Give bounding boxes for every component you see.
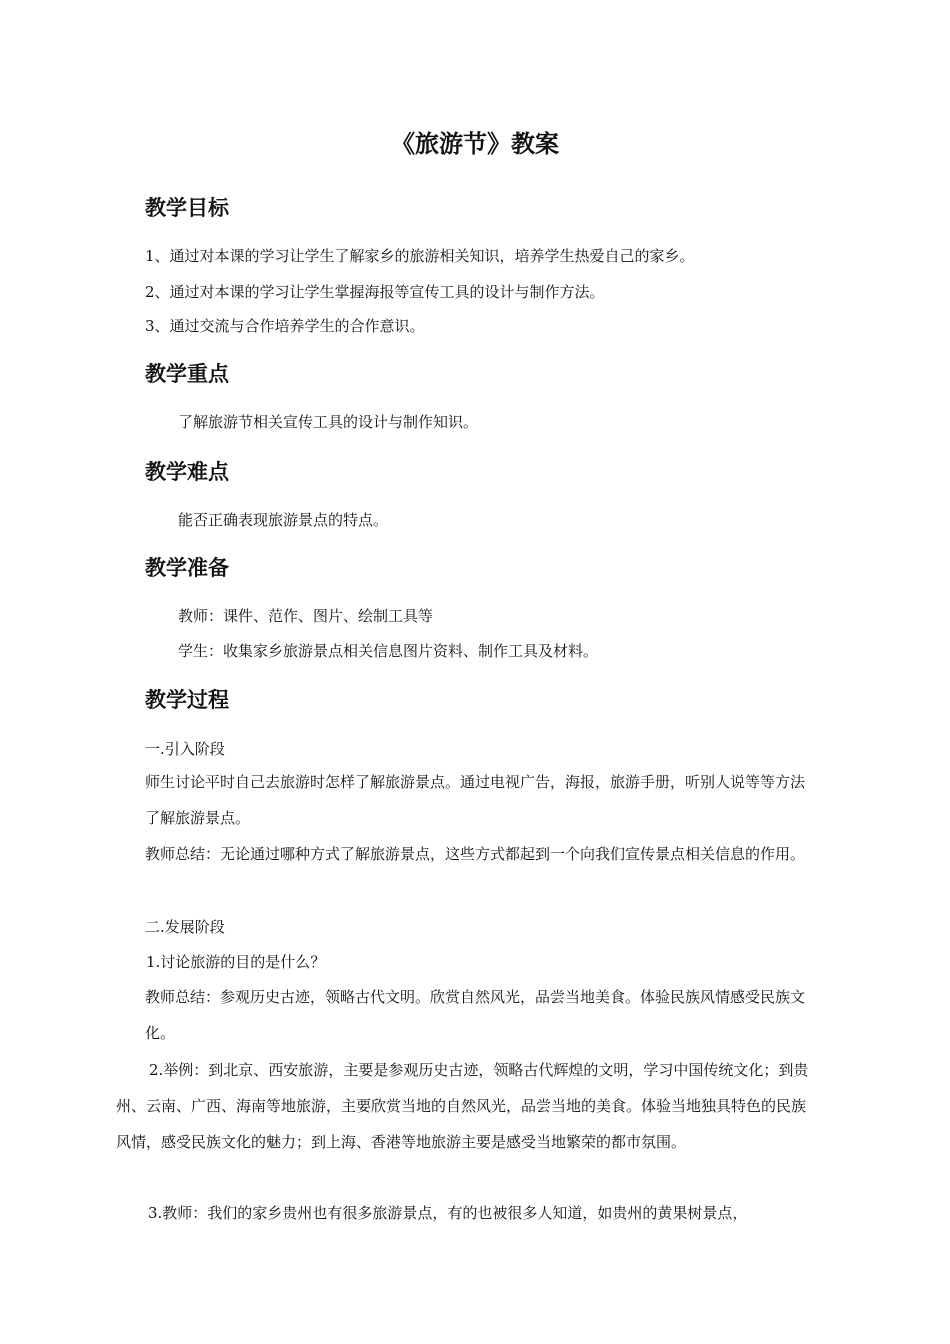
stage1-paragraph-1: 师生讨论平时自己去旅游时怎样了解旅游景点。通过电视广告，海报，旅游手册，听别人说等等方法了解旅游景点。 xyxy=(145,773,806,827)
heading-process: 教学过程 xyxy=(145,688,229,712)
document-title: 《旅游节》教案 xyxy=(391,130,559,158)
preparation-student: 学生：收集家乡旅游景点相关信息图片资料、制作工具及材料。 xyxy=(178,642,599,660)
objective-item-1: 1、通过对本课的学习让学生了解家乡的旅游相关知识，培养学生热爱自己的家乡。 xyxy=(145,247,695,265)
heading-difficulties: 教学难点 xyxy=(145,460,229,484)
heading-key-points: 教学重点 xyxy=(145,362,229,386)
stage2-title: 二.发展阶段 xyxy=(145,918,225,936)
preparation-teacher: 教师：课件、范作、图片、绘制工具等 xyxy=(178,607,434,625)
question-1: 1.讨论旅游的目的是什么？ xyxy=(146,953,326,971)
objective-item-3: 3、通过交流与合作培养学生的合作意识。 xyxy=(145,317,425,335)
question-1-summary: 教师总结：参观历史古迹，领略古代文明。欣赏自然风光，品尝当地美食。体验民族风情感受民族文化。 xyxy=(145,988,806,1042)
key-points-text: 了解旅游节相关宣传工具的设计与制作知识。 xyxy=(178,413,479,431)
difficulties-text: 能否正确表现旅游景点的特点。 xyxy=(178,511,389,529)
example-paragraph: 2.举例：到北京、西安旅游，主要是参观历史古迹，领略古代辉煌的文明，学习中国传统文化；到贵州、云南、广西、海南等地旅游，主要欣赏当地的自然风光，品尝当地的美食。体验当地独具特色的民族风情，感受民族文化的魅力；到上海、香港等地旅游主要是感受当地繁荣的都市氛围。 xyxy=(116,1061,809,1151)
heading-preparation: 教学准备 xyxy=(145,556,229,580)
teacher-paragraph-3: 3.教师：我们的家乡贵州也有很多旅游景点，有的也被很多人知道，如贵州的黄果树景点， xyxy=(148,1204,748,1222)
heading-objectives: 教学目标 xyxy=(145,196,229,220)
objective-item-2: 2、通过对本课的学习让学生掌握海报等宣传工具的设计与制作方法。 xyxy=(145,283,605,301)
stage1-title: 一.引入阶段 xyxy=(145,740,225,758)
stage1-paragraph-2: 教师总结：无论通过哪种方式了解旅游景点，这些方式都起到一个向我们宣传景点相关信息的作用。 xyxy=(145,845,806,863)
